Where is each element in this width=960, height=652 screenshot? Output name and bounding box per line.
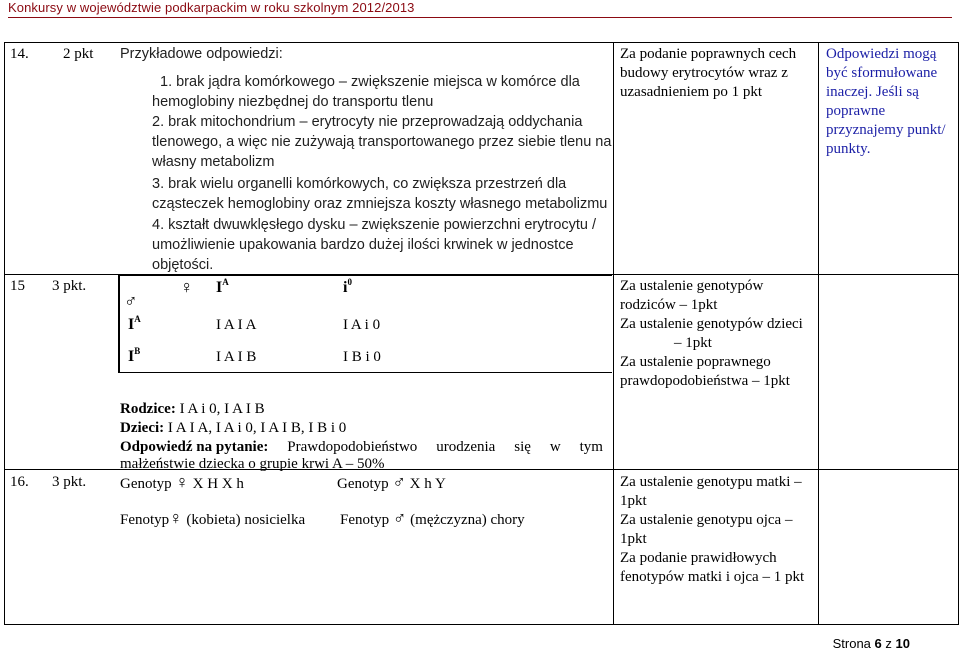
q14-note-line: poprawne [826,103,886,119]
q15-criteria-line: Za ustalenie genotypów [620,278,764,294]
q14-note-line: punkty. [826,141,871,157]
table-top-border [4,42,959,43]
punnett-top-border [118,274,612,276]
table-left-border [4,42,5,625]
header-rule [8,17,952,18]
q16-criteria-line: fenotypów matki i ojca – 1 pkt [620,569,805,585]
table-bottom-border [4,624,959,625]
q14-criteria-line: uzasadnieniem po 1 pkt [620,84,763,100]
column-divider-criteria [613,42,614,625]
q14-criteria-line: Za podanie poprawnych cech [620,46,797,62]
male-symbol: ♂ [124,291,138,311]
q16-points: 3 pkt. [52,474,87,490]
q15-answer-word: w [549,439,561,455]
q14-intro: Przykładowe odpowiedzi: [120,46,283,62]
q14-points: 2 pkt [63,46,94,62]
q14-line: objętości. [152,257,214,273]
q14-note-line: Odpowiedzi mogą [826,46,937,62]
q14-line: 4. kształt dwuwklęsłego dysku – zwiększenie powierzchni erytrocytu / [152,217,597,233]
footer-total-pages: 10 [895,636,910,651]
punnett-col-header: $i^0$ [343,277,352,296]
q15-answer-word: się [514,439,531,455]
page-footer [833,636,910,651]
q14-line: 1. brak jądra komórkowego – zwiększenie miejsca w komórce dla [160,74,580,90]
q14-line: 3. brak wielu organelli komórkowych, co zwiększa przestrzeń dla [152,176,567,192]
q15-number: 15 [10,278,25,294]
q15-answer-word: urodzenia [436,439,496,455]
q15-criteria-line: prawdopodobieństwa – 1pkt [620,373,790,389]
q15-criteria-line: Za ustalenie genotypów dzieci [620,316,803,332]
punnett-row-header: $I^B$ [128,346,141,365]
q16-criteria-line: Za ustalenie genotypu matki – [620,474,802,490]
punnett-cell: I B i 0 [343,349,381,365]
q15-criteria-line: – 1pkt [674,335,712,351]
q14-note-line: być sformułowane [826,65,938,81]
table-right-border [958,42,959,625]
q16-male-genotype: Genotyp ♂ X h Y [337,472,446,492]
female-symbol: ♀ [180,277,194,297]
q16-criteria-line: 1pkt [620,531,647,547]
q16-criteria-line: 1pkt [620,493,647,509]
q14-line: własny metabolizm [152,154,275,170]
column-divider-notes [818,42,819,625]
footer-prefix: Strona [832,636,871,651]
q15-answer-word: Prawdopodobieństwo [287,439,418,455]
q15-answer-continuation: małżeństwie dziecka o grupie krwi A – 50% [120,456,385,472]
q14-criteria-line: budowy erytrocytów wraz z [620,65,788,81]
q16-female-phenotype: Fenotyp♀ (kobieta) nosicielka [120,508,306,528]
q16-female-genotype: Genotyp ♀ X H X h [120,472,244,492]
q14-line: hemoglobiny niezbędnej do transportu tlenu [152,94,434,110]
q15-answer-label: Odpowiedź na pytanie: [120,439,269,455]
q15-children: Dzieci: I A I A, I A i 0, I A I B, I B i 0 [120,420,347,436]
q15-points: 3 pkt. [52,278,87,294]
q15-parents: Rodzice: I A i 0, I A I B [120,401,265,417]
punnett-left-border [118,274,120,373]
punnett-bottom-border [118,372,612,373]
q14-line: tlenowego, a więc nie zużywają transportowanego przez siebie tlenu na [152,134,612,150]
punnett-col-header: $I^A$ [216,277,229,296]
punnett-row-header: $I^A$ [128,314,141,333]
punnett-cell: I A i 0 [343,317,381,333]
q16-criteria-line: Za podanie prawidłowych [620,550,777,566]
q14-line: umożliwienie upakowania bardzo dużej ilości krwinek w jednostce [152,237,574,253]
document-header: Konkursy w województwie podkarpackim w roku szkolnym 2012/2013 [8,0,415,15]
q15-answer-word: tym [579,439,603,455]
q14-line: 2. brak mitochondrium – erytrocyty nie przeprowadzają oddychania [152,114,583,130]
punnett-cell: I A I A [216,317,257,333]
punnett-cell: I A I B [216,349,257,365]
q15-criteria-line: Za ustalenie poprawnego [620,354,771,370]
q14-line: cząsteczek hemoglobiny oraz zmniejsza koszty własnego metabolizmu [152,196,608,212]
q16-male-phenotype: Fenotyp ♂ (mężczyzna) chory [340,508,525,528]
footer-separator: z [885,636,892,651]
q14-note-line: przyznajemy punkt/ [826,122,946,138]
q16-number: 16. [10,474,29,490]
q16-criteria-line: Za ustalenie genotypu ojca – [620,512,793,528]
q15-criteria-line: rodziców – 1pkt [620,297,718,313]
footer-page-number: 6 [874,636,882,651]
q14-note-line: inaczej. Jeśli są [826,84,919,100]
q14-number: 14. [10,46,29,62]
